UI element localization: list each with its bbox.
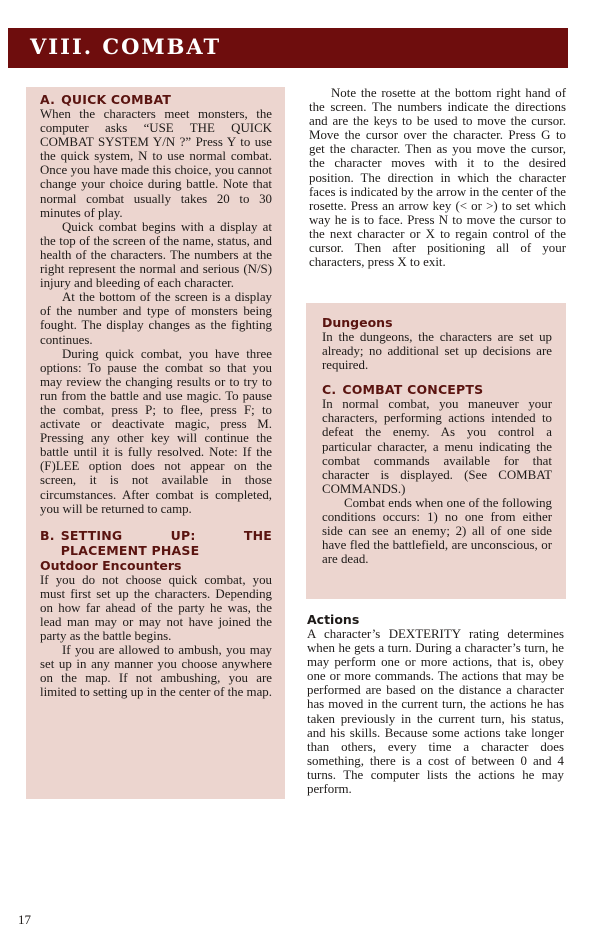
section-c-paragraph-1: In normal combat, you maneuver your characters, performing actions intended to defeat the enemy. As you control a particular character, a menu indicating the combat commands available for that character is displayed. (See COMBAT COMMANDS.) — [322, 397, 552, 496]
section-b-title: SETTING UP: THE PLACEMENT PHASE — [60, 527, 272, 558]
section-c-title: COMBAT CONCEPTS — [342, 382, 484, 398]
section-b-paragraph-2: If you are allowed to ambush, you may set up in any manner you choose anywhere on the map. If not ambushing, you are limited to setting up in the center of the map. — [40, 643, 272, 700]
chapter-title: VIII. COMBAT — [30, 34, 222, 59]
section-a-paragraph-1: When the characters meet monsters, the computer asks “USE THE QUICK COMBAT SYSTEM Y/N ?” Press Y to use the quick system, N to use normal combat. Once you have made this choice, you cannot change your choice during battle. Note that normal combat usually takes 20 to 30 minutes of play. — [40, 107, 272, 220]
dungeons-paragraph: In the dungeons, the characters are set up already; no additional set up decisions are required. — [322, 330, 552, 373]
section-a-paragraph-4: During quick combat, you have three options: To pause the combat so that you may review the changing results or to try to run from the battle and use magic. To pause the combat, press P; to flee, press F; to activate or deactivate magic, press M. Pressing any other key will continue the battle until it is fully resolved. Note: If the (F)LEE option does not appear on the screen, it is not available in those circumstances. After combat is completed, you will be returned to camp. — [40, 346, 272, 516]
right-column-intro — [309, 86, 566, 269]
left-column — [40, 92, 272, 700]
outdoor-encounters-heading: Outdoor Encounters — [40, 557, 182, 573]
rosette-paragraph: Note the rosette at the bottom right hand of the screen. The numbers indicate the directions and are the keys to be used to move the cursor. Move the cursor over the character. Press G to get the character. Then as you move the cursor, the character moves with it to the desired position. The direction in which the character faces is indicated by the arrow in the center of the rosette. Press an arrow key (< or >) to set which way he is to face. Press N to move the cursor to the next character or X to regain control of the cursor. Then after positioning all of your characters, press X to exit. — [309, 86, 566, 270]
section-a-title: QUICK COMBAT — [61, 92, 172, 107]
section-c-paragraph-2: Combat ends when one of the following conditions occurs: 1) no one from either side can see an enemy; 2) all of one side have fled the battlefield, are unconscious, or are dead. — [322, 495, 552, 567]
section-a-paragraph-2: Quick combat begins with a display at the top of the screen of the name, status, and health of the characters. The numbers at the right represent the normal and serious (N/S) injury and bleeding of each character. — [40, 219, 272, 291]
section-a-paragraph-3: At the bottom of the screen is a display of the number and type of monsters being fought. The display changes as the fighting continues. — [40, 290, 272, 347]
page-number: 17 — [18, 912, 31, 927]
section-c-letter: C. — [322, 382, 337, 398]
section-c-heading — [322, 382, 552, 397]
actions-paragraph: A character’s DEXTERITY rating determines when he gets a turn. During a character’s turn, he may perform one or more actions, that is, obey one or more commands. The actions that may be performed are based on the distance a character has moved in the current turn, the actions he has taken previously in the current turn, his status, and his skills. Because some actions take longer than others, every time a character does something, there is a cost of between 0 and 4 turns. The computer lists the actions he may perform. — [307, 627, 564, 797]
actions-heading: Actions — [307, 612, 360, 627]
section-b-letter: B. — [40, 527, 55, 543]
actions-section — [307, 612, 564, 796]
section-a-heading — [40, 92, 272, 107]
right-panel-content — [322, 315, 552, 566]
dungeons-heading: Dungeons — [322, 315, 393, 330]
chapter-banner — [8, 28, 568, 68]
section-b-heading — [40, 528, 272, 558]
section-a-letter: A. — [40, 92, 56, 107]
section-b-paragraph-1: If you do not choose quick combat, you must first set up the characters. Depending on how far ahead of the party he was, the lead man may or may not have joined the party as the battle begins. — [40, 572, 272, 644]
